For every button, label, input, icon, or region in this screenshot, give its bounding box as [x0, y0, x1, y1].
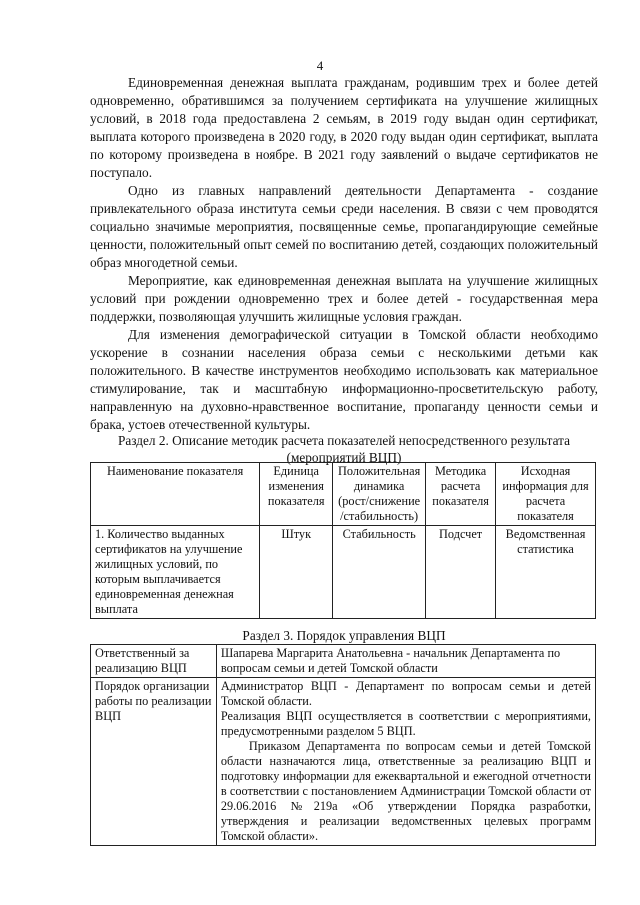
row-label: Порядок организации работы по реализации ВЦП — [91, 678, 217, 846]
row-value — [216, 678, 595, 846]
row-label: Ответственный за реализацию ВЦП — [91, 645, 217, 678]
page-number: 4 — [316, 58, 324, 73]
body-text — [90, 74, 598, 434]
col-header: Единица изменения показателя — [260, 463, 333, 526]
indicators-table — [90, 462, 596, 619]
table-row — [91, 678, 596, 846]
management-table — [90, 644, 596, 846]
value-line: Реализация ВЦП осуществляется в соответствии с мероприятиями, предусмотренными разделом 5 ВЦП. — [220, 709, 591, 738]
col-header: Исходная информация для расчета показателя — [496, 463, 596, 526]
table-cell: Стабильность — [333, 526, 426, 619]
table-cell: Ведомственная статистика — [496, 526, 596, 619]
section3-title: Раздел 3. Порядок управления ВЦП — [242, 628, 446, 643]
table-cell: Штук — [260, 526, 333, 619]
paragraph: Для изменения демографической ситуации в Томской области необходимо ускорение в сознании населения образа семьи с несколькими детьми как положительного. В качестве инструментов необходимо использовать как материальное стимулирование, так и масштабную информационно-просветительскую работу, направленную на духовно-нравственное воспитание, пропаганду ценности семьи и брака, устоев отечественной культуры. — [90, 327, 598, 432]
col-header: Положительная динамика (рост/снижение /стабильность) — [333, 463, 426, 526]
table-cell: 1. Количество выданных сертификатов на улучшение жилищных условий, по которым выплачивается единовременная денежная выплата — [91, 526, 260, 619]
paragraph: Одно из главных направлений деятельности Департамента - создание привлекательного образа института семьи среди населения. В связи с чем проводятся социально значимые мероприятия, посвященные семье, пропагандирующие семейные ценности, положительный опыт семей по воспитанию детей, создающих положительный образ многодетной семьи. — [90, 183, 598, 270]
col-header: Методика расчета показателя — [426, 463, 496, 526]
table-header-row — [91, 463, 596, 526]
value-line: Администратор ВЦП - Департамент по вопросам семьи и детей Томской области. — [220, 679, 591, 708]
col-header: Наименование показателя — [91, 463, 260, 526]
row-value: Шапарева Маргарита Анатольевна - начальник Департамента по вопросам семьи и детей Томской области — [216, 645, 595, 678]
table-row — [91, 526, 596, 619]
value-line: Приказом Департамента по вопросам семьи и детей Томской области назначаются лица, ответственные за реализацию ВЦП и подготовку информации для ежеквартальной и ежегодной отчетности в соответствии с постановлением Администрации Томской области от 29.06.2016 №219а «Об утверждении Порядка разработки, утверждения и реализации ведомственных целевых программ Томской области». — [220, 739, 591, 843]
table-row — [91, 645, 596, 678]
table-cell: Подсчет — [426, 526, 496, 619]
paragraph: Мероприятие, как единовременная денежная выплата на улучшение жилищных условий при рождении одновременно трех и более детей - государственная мера поддержки, позволяющая улучшить жилищные условия граждан. — [90, 273, 598, 324]
paragraph: Единовременная денежная выплата гражданам, родившим трех и более детей одновременно, обратившимся за получением сертификата на улучшение жилищных условий, в 2018 года предоставлена 2 семьям, в 2019 году выдан один сертификат, выплата которого произведена в 2020 году, в 2020 году выдан один сертификат, выплата по которому произведена в ноябре. В 2021 году заявлений о выдаче сертификатов не поступало. — [90, 75, 598, 180]
section2-title: Раздел 2. Описание методик расчета показателей непосредственного результата (мероприятий ВЦП) — [117, 433, 571, 465]
